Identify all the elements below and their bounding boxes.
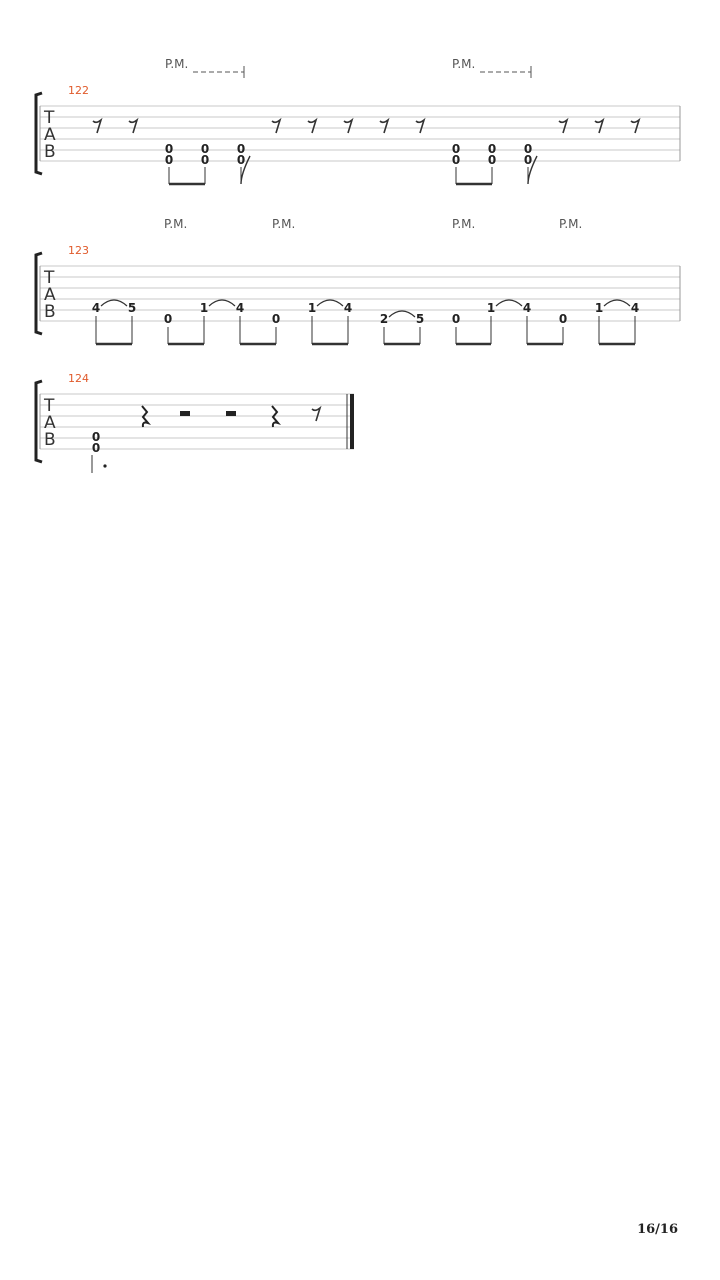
system-bracket <box>36 93 42 174</box>
fret-number: 2 <box>379 312 389 326</box>
fret-number: 0 <box>163 312 173 326</box>
fret-number: 0 <box>487 153 497 167</box>
system-bracket <box>36 381 42 462</box>
tab-clef-b: B <box>44 302 56 322</box>
fret-number: 0 <box>523 153 533 167</box>
fret-number: 0 <box>164 153 174 167</box>
fret-number: 4 <box>235 301 245 315</box>
tab-clef-b: B <box>44 430 56 450</box>
tab-clef-b: B <box>44 142 56 162</box>
fret-number: 0 <box>164 142 174 156</box>
fret-number: 4 <box>522 301 532 315</box>
tab-clef-t: T <box>44 268 55 288</box>
staff-lines <box>40 106 680 161</box>
palm-mute-mark: P.M. <box>164 217 188 231</box>
fret-number: 4 <box>630 301 640 315</box>
fret-number: 1 <box>307 301 317 315</box>
fret-number: 0 <box>236 153 246 167</box>
palm-mute-mark: P.M. <box>559 217 583 231</box>
fret-number: 5 <box>415 312 425 326</box>
measure-number: 124 <box>68 372 89 385</box>
note-stems <box>96 316 635 344</box>
eighth-rest <box>312 408 320 421</box>
tab-clef-a: A <box>44 125 56 145</box>
fret-number: 0 <box>451 142 461 156</box>
fret-number: 0 <box>523 142 533 156</box>
system-124 <box>36 372 354 473</box>
fret-number: 0 <box>200 142 210 156</box>
fret-number: 5 <box>127 301 137 315</box>
fret-number: 1 <box>486 301 496 315</box>
palm-mute-mark: P.M. <box>165 57 189 71</box>
tab-clef-a: A <box>44 413 56 433</box>
measure-number: 122 <box>68 84 89 97</box>
fret-number: 1 <box>594 301 604 315</box>
system-122 <box>36 57 680 184</box>
slurs <box>101 300 630 317</box>
note-stems <box>169 167 528 184</box>
fret-number: 1 <box>199 301 209 315</box>
palm-mute-mark: P.M. <box>452 217 476 231</box>
fret-number: 0 <box>271 312 281 326</box>
eighth-rests <box>93 120 639 133</box>
tab-clef-t: T <box>44 396 55 416</box>
measure-number: 123 <box>68 244 89 257</box>
tab-clef-t: T <box>44 108 55 128</box>
staff-lines <box>40 394 354 449</box>
fret-number: 0 <box>236 142 246 156</box>
fret-number: 0 <box>200 153 210 167</box>
augmentation-dot <box>103 464 106 467</box>
fret-number: 0 <box>451 312 461 326</box>
system-123 <box>36 217 680 344</box>
fret-number: 0 <box>91 430 101 444</box>
system-bracket <box>36 253 42 334</box>
half-rest <box>180 411 190 416</box>
half-rest <box>226 411 236 416</box>
palm-mute-mark: P.M. <box>272 217 296 231</box>
fret-number: 4 <box>343 301 353 315</box>
palm-mute-mark: P.M. <box>452 57 476 71</box>
tab-clef-a: A <box>44 285 56 305</box>
fret-number: 0 <box>91 441 101 455</box>
page-number: 16/16 <box>637 1222 678 1237</box>
fret-number: 4 <box>91 301 101 315</box>
fret-number: 0 <box>487 142 497 156</box>
fret-number: 0 <box>451 153 461 167</box>
fret-number: 0 <box>558 312 568 326</box>
